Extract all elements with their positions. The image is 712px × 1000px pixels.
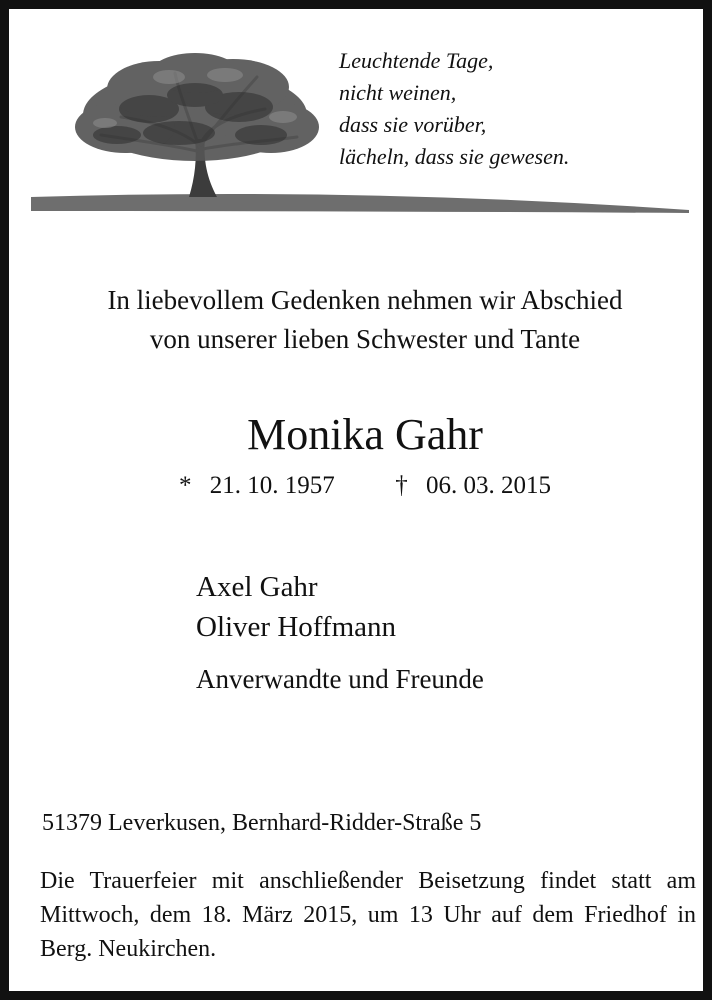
poem-line: Leuchtende Tage, (339, 48, 494, 73)
relatives-line: Anverwandte und Freunde (196, 664, 484, 694)
ceremony-info: Die Trauerfeier mit anschließender Beisetzung findet statt am Mittwoch, dem 18. März 2015, um 13 Uhr auf dem Friedhof in Berg. Neukirchen. (40, 868, 696, 962)
deceased-name: Monika Gahr (247, 410, 483, 459)
intro-line: von unserer lieben Schwester und Tante (149, 324, 581, 354)
mourner-name: Oliver Hoffmann (196, 611, 396, 643)
poem-line: dass sie vorüber, (339, 112, 487, 137)
mourners-list (196, 567, 484, 699)
farewell-intro (9, 281, 712, 359)
birth-date: 21. 10. 1957 (209, 472, 335, 499)
dagger-icon: † (395, 472, 408, 499)
memorial-poem (339, 45, 569, 173)
death-date: 06. 03. 2015 (426, 472, 551, 499)
poem-line: nicht weinen, (339, 80, 457, 105)
life-dates (9, 469, 712, 503)
asterisk-icon: * (179, 472, 192, 499)
poem-line: lächeln, dass sie gewesen. (339, 144, 570, 169)
mourner-name: Axel Gahr (196, 571, 318, 603)
mourning-address: 51379 Leverkusen, Bernhard-Ridder-Straße 5 (42, 810, 482, 836)
intro-line: In liebevollem Gedenken nehmen wir Abschied (107, 285, 623, 315)
